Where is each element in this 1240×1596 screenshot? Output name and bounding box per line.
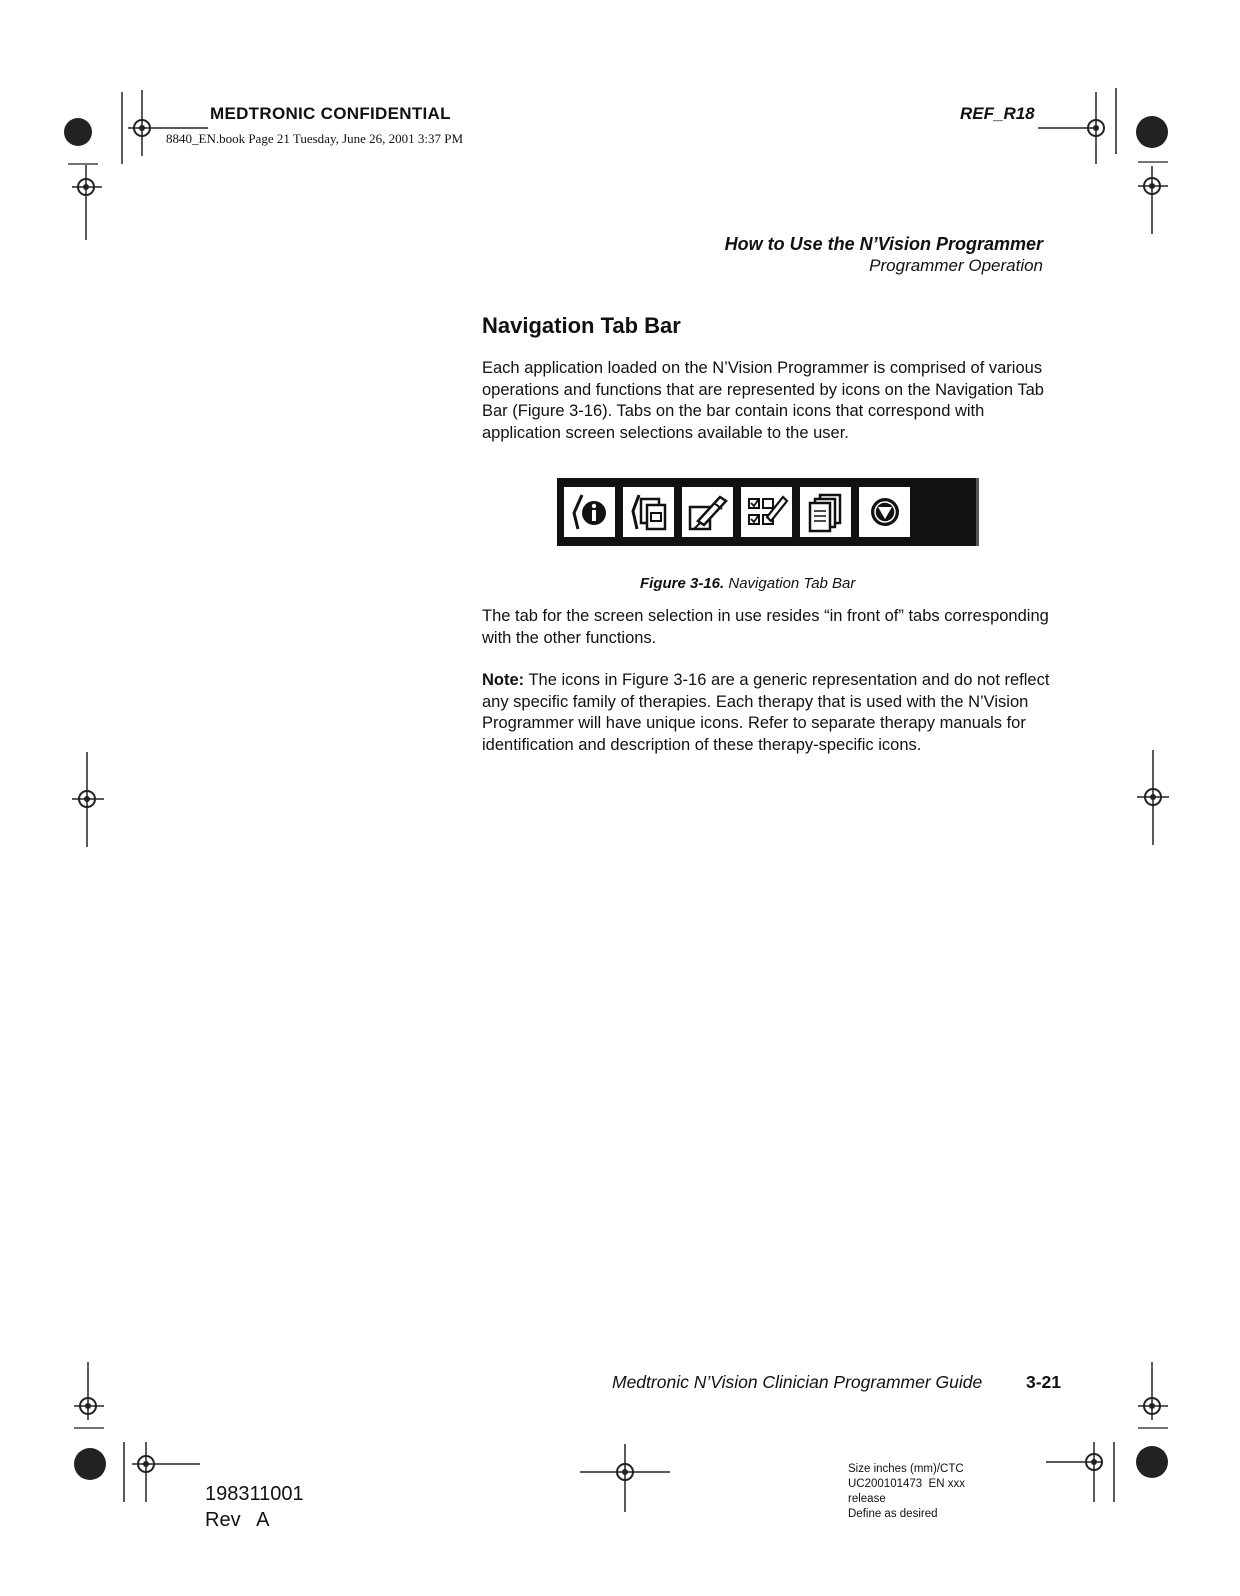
crop-mark-bottom-left [64,1362,204,1512]
figure-caption [640,575,855,592]
size-line-2: UC200101473 EN xxx [848,1478,965,1490]
revision: Rev A [205,1509,270,1531]
note-text: The icons in Figure 3-16 are a generic representation and do not reflect any specific family of therapies. Each therapy that is used with the N’Vision Programmer will have unique icons. Refer to separate therapy manuals for identification and description of these therapy-specific icons. [482,671,1050,754]
pages-tab[interactable] [798,485,853,539]
tab-paragraph: The tab for the screen selection in use resides “in front of” tabs corresponding with the other functions. [482,607,1049,647]
figure-number: Figure 3-16. [640,575,725,592]
intro-paragraph: Each application loaded on the N’Vision Programmer is comprised of various operations and functions that are represented by icons on the Navigation Tab Bar (Figure 3-16). Tabs on the bar contain icons that correspond with application screen selections available to the user. [482,359,1044,442]
page-number: 3-21 [1026,1372,1062,1392]
checklist-edit-icon [745,491,789,533]
running-head-title: How to Use the N’Vision Programmer [724,234,1043,254]
print-spec-block [848,1462,965,1522]
crop-mark-left-upper [68,165,108,245]
pen-edit-icon [686,491,730,533]
running-head-subtitle: Programmer Operation [869,256,1043,275]
document-stack-icon [627,491,671,533]
edit-tab[interactable] [680,485,735,539]
info-tab[interactable] [562,485,617,539]
crop-mark-bottom-right [1046,1362,1186,1512]
crop-mark-top-right [1038,84,1188,244]
size-line-3: release [848,1493,886,1505]
info-icon [568,491,612,533]
reference-code: REF_R18 [960,104,1035,123]
down-arrow-circle-icon [863,491,907,533]
book-info: 8840_EN.book Page 21 Tuesday, June 26, 2001 3:37 PM [166,131,464,146]
part-number: 198311001 [205,1483,304,1505]
documents-tab[interactable] [621,485,676,539]
section-heading: Navigation Tab Bar [482,313,681,338]
figure-title: Navigation Tab Bar [724,575,856,592]
part-number-block [205,1481,304,1533]
footer-guide-title: Medtronic N’Vision Clinician Programmer Guide [612,1372,983,1392]
pages-icon [804,491,848,533]
size-line-4: Define as desired [848,1508,938,1520]
confidential-label: MEDTRONIC CONFIDENTIAL [210,104,451,123]
size-line-1: Size inches (mm)/CTC [848,1463,964,1475]
crop-mark-bottom-center [580,1444,670,1514]
note-paragraph [482,670,1062,756]
checklist-tab[interactable] [739,485,794,539]
crop-mark-right-middle [1133,750,1173,845]
note-label: Note: [482,671,525,689]
navigation-tab-bar [557,478,979,546]
more-tab[interactable] [857,485,912,539]
crop-mark-left-middle [70,752,110,847]
